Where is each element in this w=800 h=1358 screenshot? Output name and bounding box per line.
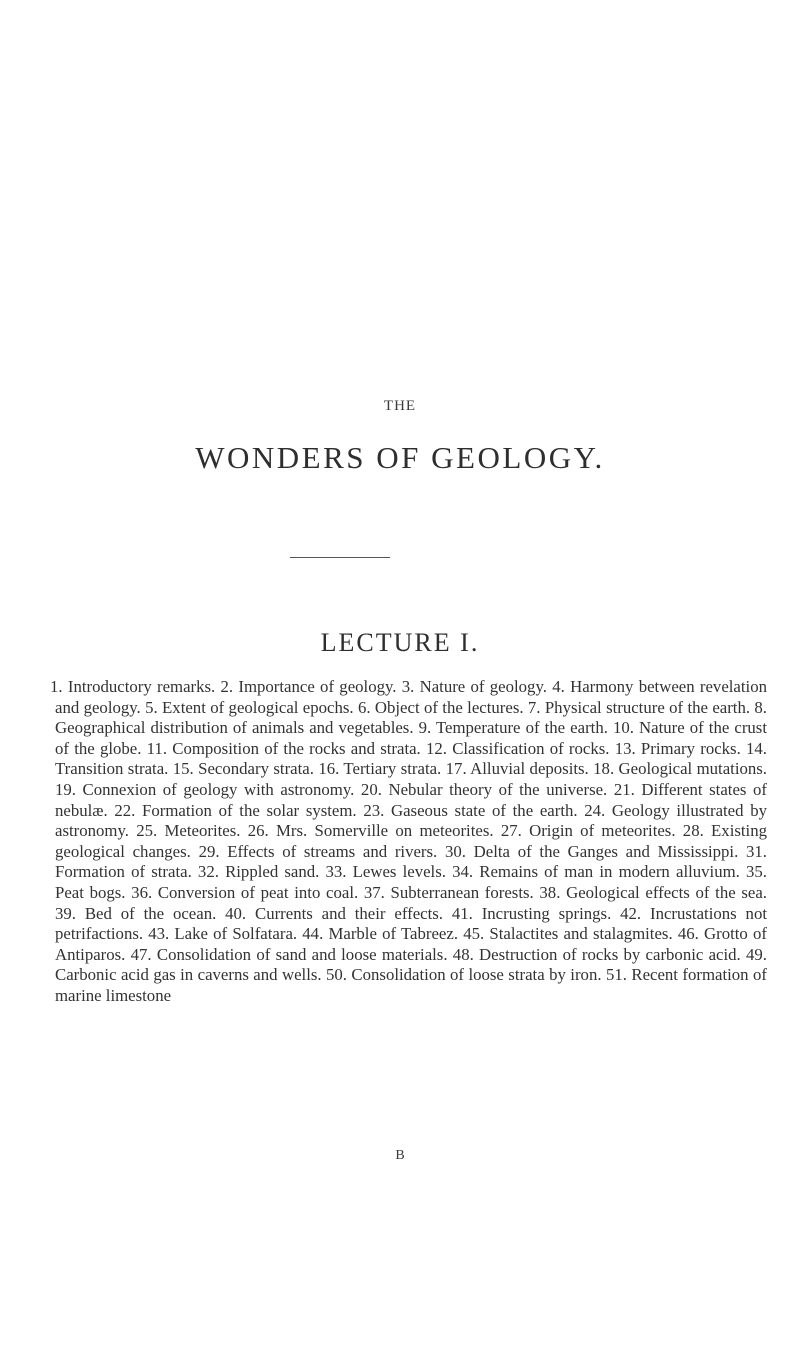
lecture-contents: 1. Introductory remarks. 2. Importance of geology. 3. Nature of geology. 4. Harmony between revelation and geology. 5. Extent of geological epochs. 6. Object of the lectures. 7. Physical structure of the earth. 8. Geographical distribution of animals and vegetables. 9. Temperature of the earth. 10. Nature of the crust of the globe. 11. Composition of the rocks and strata. 12. Classification of rocks. 13. Primary rocks. 14. Transition strata. 15. Secondary strata. 16. Tertiary strata. 17. Alluvial deposits. 18. Geological mutations. 19. Connexion of geology with astronomy. 20. Nebular theory of the universe. 21. Different states of nebulæ. 22. Formation of the solar system. 23. Gaseous state of the earth. 24. Geology illustrated by astronomy. 25. Meteorites. 26. Mrs. Somerville on meteorites. 27. Origin of meteorites. 28. Existing geological changes. 29. Effects of streams and rivers. 30. Delta of the Ganges and Mississippi. 31. Formation of strata. 32. Rippled sand. 33. Lewes levels. 34. Remains of man in modern alluvium. 35. Peat bogs. 36. Conversion of peat into coal. 37. Subterranean forests. 38. Geological effects of the sea. 39. Bed of the ocean. 40. Currents and their effects. 41. Incrusting springs. 42. Incrustations not petrifactions. 43. Lake of Solfatara. 44. Marble of Tabreez. 45. Stalactites and stalagmites. 46. Grotto of Antiparos. 47. Consolidation of sand and loose materials. 48. Destruction of rocks by carbonic acid. 49. Carbonic acid gas in caverns and wells. 50. Consolidation of loose strata by iron. 51. Recent formation of marine limestone: [50, 677, 767, 1005]
book-title: WONDERS OF GEOLOGY.: [195, 440, 605, 475]
pre-title: THE: [383, 398, 417, 414]
signature-mark: B: [395, 1148, 405, 1163]
title-divider: [290, 557, 390, 558]
lecture-heading: LECTURE I.: [320, 628, 480, 657]
